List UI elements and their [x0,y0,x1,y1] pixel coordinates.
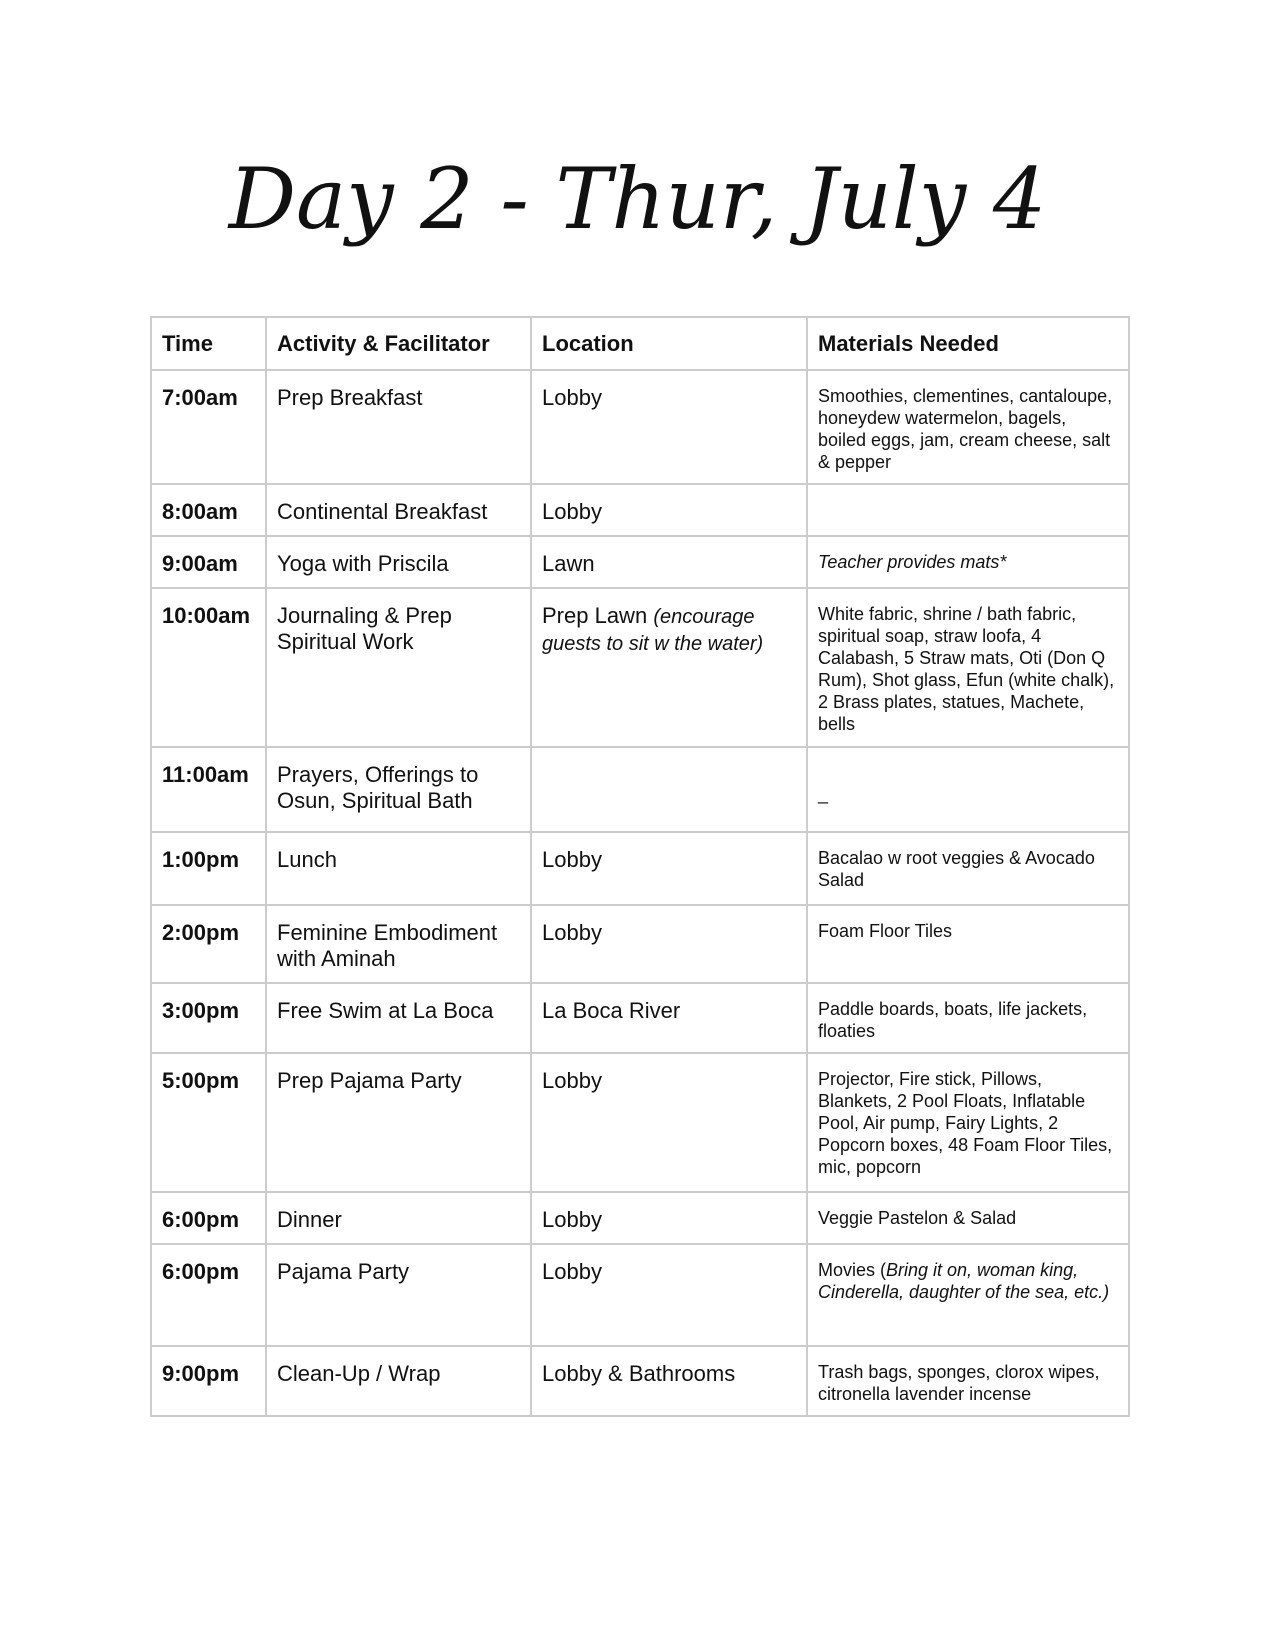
activity-cell: Clean-Up / Wrap [266,1346,531,1416]
table-row [151,1346,1129,1416]
header-activity: Activity & Facilitator [266,317,531,370]
activity-cell: Lunch [266,832,531,905]
materials-cell: Veggie Pastelon & Salad [807,1192,1129,1244]
table-row [151,370,1129,484]
location-cell: Lobby & Bathrooms [531,1346,807,1416]
time-cell: 11:00am [151,747,266,832]
time-cell: 7:00am [151,370,266,484]
location-cell: Lobby [531,832,807,905]
activity-cell: Feminine Embodiment with Aminah [266,905,531,983]
activity-cell: Prep Breakfast [266,370,531,484]
materials-cell: Trash bags, sponges, clorox wipes, citronella lavender incense [807,1346,1129,1416]
schedule-table [150,316,1130,1417]
location-cell: Lawn [531,536,807,588]
table-row [151,1053,1129,1192]
materials-cell: Bacalao w root veggies & Avocado Salad [807,832,1129,905]
activity-cell: Journaling & Prep Spiritual Work [266,588,531,747]
materials-cell: _ [807,747,1129,832]
header-time: Time [151,317,266,370]
location-cell: Lobby [531,484,807,536]
materials-cell: Foam Floor Tiles [807,905,1129,983]
time-cell: 10:00am [151,588,266,747]
activity-cell: Pajama Party [266,1244,531,1346]
time-cell: 6:00pm [151,1244,266,1346]
location-cell: Lobby [531,370,807,484]
table-row [151,588,1129,747]
activity-cell: Continental Breakfast [266,484,531,536]
activity-cell: Prayers, Offerings to Osun, Spiritual Bath [266,747,531,832]
materials-cell [807,1244,1129,1346]
time-cell: 6:00pm [151,1192,266,1244]
header-materials: Materials Needed [807,317,1129,370]
table-row [151,484,1129,536]
materials-cell: White fabric, shrine / bath fabric, spiritual soap, straw loofa, 4 Calabash, 5 Straw mats, Oti (Don Q Rum), Shot glass, Efun (white chalk), 2 Brass plates, statues, Machete, bells [807,588,1129,747]
table-row [151,536,1129,588]
location-text: Prep Lawn [542,603,648,628]
materials-cell [807,484,1129,536]
time-cell: 8:00am [151,484,266,536]
materials-movie-list: Bring it on, woman king, Cinderella, daughter of the sea, etc.) [818,1260,1110,1302]
materials-cell: Paddle boards, boats, life jackets, floaties [807,983,1129,1053]
materials-cell: Smoothies, clementines, cantaloupe, honeydew watermelon, bagels, boiled eggs, jam, cream cheese, salt & pepper [807,370,1129,484]
table-row [151,905,1129,983]
location-cell [531,747,807,832]
table-row [151,832,1129,905]
activity-cell: Yoga with Priscila [266,536,531,588]
table-row [151,1192,1129,1244]
materials-cell: Teacher provides mats* [807,536,1129,588]
activity-cell: Dinner [266,1192,531,1244]
location-cell: Lobby [531,1192,807,1244]
header-location: Location [531,317,807,370]
time-cell: 1:00pm [151,832,266,905]
location-cell: Lobby [531,1244,807,1346]
page-title: Day 2 - Thur, July 4 [228,150,1047,248]
materials-cell: Projector, Fire stick, Pillows, Blankets, 2 Pool Floats, Inflatable Pool, Air pump, Fairy Lights, 2 Popcorn boxes, 48 Foam Floor Tiles, mic, popcorn [807,1053,1129,1192]
activity-cell: Free Swim at La Boca [266,983,531,1053]
location-cell: Lobby [531,1053,807,1192]
time-cell: 3:00pm [151,983,266,1053]
activity-cell: Prep Pajama Party [266,1053,531,1192]
table-row [151,983,1129,1053]
time-cell: 5:00pm [151,1053,266,1192]
table-row [151,747,1129,832]
time-cell: 2:00pm [151,905,266,983]
time-cell: 9:00am [151,536,266,588]
location-cell: La Boca River [531,983,807,1053]
table-header-row [151,317,1129,370]
location-cell [531,588,807,747]
materials-prefix: Movies ( [818,1260,887,1280]
location-note: (encourage guests to sit w the water) [542,606,764,655]
time-cell: 9:00pm [151,1346,266,1416]
table-row [151,1244,1129,1346]
location-cell: Lobby [531,905,807,983]
